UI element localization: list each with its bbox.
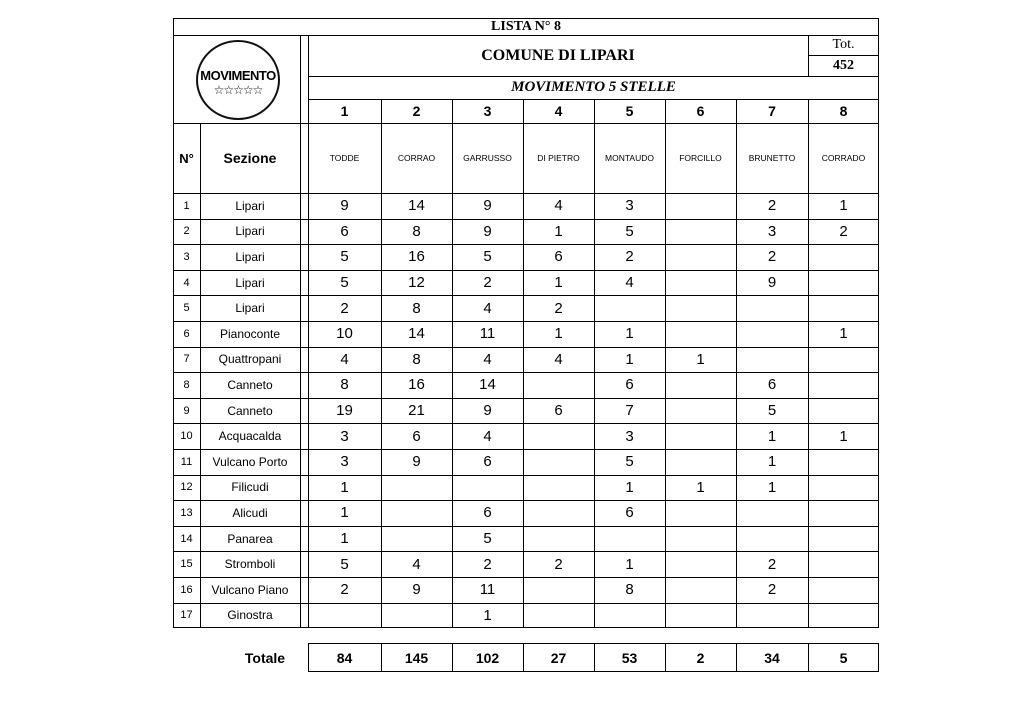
vote-cell: 2 <box>483 274 492 292</box>
vote-cell: 2 <box>483 555 492 573</box>
vote-cell: 3 <box>767 222 777 240</box>
totale-label: Totale <box>244 649 286 666</box>
row-sezione: Lipari <box>235 249 265 264</box>
vote-cell: 6 <box>767 376 777 394</box>
vote-cell <box>523 526 594 552</box>
vote-cell: 1 <box>554 274 563 292</box>
vote-cell <box>308 603 381 629</box>
total-cell: 145 <box>404 649 429 666</box>
vote-cell <box>808 295 879 321</box>
vote-cell: 1 <box>625 478 634 496</box>
row-sezione: Vulcano Piano <box>211 582 289 597</box>
total-cell: 5 <box>839 649 848 666</box>
vote-cell <box>665 219 736 245</box>
vote-cell: 1 <box>767 453 777 471</box>
vote-cell: 5 <box>340 274 349 292</box>
vote-cell: 8 <box>625 581 634 599</box>
row-sezione: Quattropani <box>218 352 282 367</box>
vote-cell <box>523 423 594 449</box>
vote-cell <box>665 193 736 219</box>
vote-cell: 1 <box>839 427 848 445</box>
vote-cell: 5 <box>340 555 349 573</box>
vote-cell <box>736 603 808 629</box>
vote-cell <box>808 372 879 398</box>
row-sezione: Acquacalda <box>218 429 282 444</box>
candidate-number: 7 <box>768 103 776 119</box>
vote-cell: 2 <box>340 581 349 599</box>
vote-cell <box>736 526 808 552</box>
vote-cell: 2 <box>625 248 634 266</box>
logo-stars: ☆☆☆☆☆ <box>213 83 263 97</box>
vote-cell <box>808 398 879 424</box>
vote-cell: 19 <box>336 402 353 420</box>
row-number: 13 <box>180 506 193 519</box>
tot-value: 452 <box>833 57 854 73</box>
vote-cell: 2 <box>767 197 777 215</box>
total-cell: 2 <box>696 649 705 666</box>
vote-cell: 10 <box>336 325 353 343</box>
candidate-number: 8 <box>839 103 848 119</box>
vote-cell: 16 <box>408 376 425 394</box>
row-sezione: Canneto <box>227 377 273 392</box>
vote-cell: 6 <box>483 504 492 522</box>
vote-cell <box>452 475 523 501</box>
row-sezione: Canneto <box>227 403 273 418</box>
vote-cell <box>523 475 594 501</box>
vote-cell <box>808 270 879 296</box>
vote-cell <box>594 295 665 321</box>
tot-label: Tot. <box>832 37 855 52</box>
row-number: 2 <box>183 225 190 238</box>
vote-cell: 4 <box>554 197 563 215</box>
vote-cell <box>665 577 736 603</box>
vote-cell: 3 <box>340 453 349 471</box>
vote-cell: 6 <box>625 504 634 522</box>
candidate-name: CORRAO <box>397 153 436 163</box>
grid-line <box>808 643 809 672</box>
vote-cell: 1 <box>340 504 349 522</box>
vote-cell <box>808 577 879 603</box>
row-sezione: Lipari <box>235 198 265 213</box>
vote-cell <box>665 603 736 629</box>
row-sezione: Vulcano Porto <box>212 454 288 469</box>
candidate-name: TODDE <box>329 153 360 163</box>
vote-cell <box>808 449 879 475</box>
list-title: LISTA N° 8 <box>491 18 561 34</box>
vote-cell: 4 <box>483 299 492 317</box>
vote-cell: 1 <box>625 350 634 368</box>
vote-cell: 1 <box>625 325 634 343</box>
vote-cell <box>594 603 665 629</box>
vote-cell: 9 <box>483 222 492 240</box>
row-number: 10 <box>180 430 193 443</box>
row-sezione: Pianoconte <box>219 326 281 341</box>
vote-cell <box>808 603 879 629</box>
vote-cell: 14 <box>408 197 425 215</box>
vote-cell: 1 <box>696 478 705 496</box>
vote-cell <box>381 500 452 526</box>
movimento-logo <box>196 40 280 120</box>
row-number: 9 <box>183 404 190 417</box>
vote-cell: 6 <box>483 453 492 471</box>
vote-cell: 5 <box>340 248 349 266</box>
row-sezione: Lipari <box>235 301 265 316</box>
candidate-name: BRUNETTO <box>748 153 796 163</box>
vote-cell: 2 <box>767 555 777 573</box>
row-number: 1 <box>183 199 190 212</box>
vote-cell: 1 <box>625 555 634 573</box>
vote-cell: 8 <box>412 299 421 317</box>
vote-cell: 14 <box>479 376 496 394</box>
vote-cell <box>665 270 736 296</box>
vote-cell: 1 <box>696 350 705 368</box>
total-cell: 27 <box>550 649 567 666</box>
row-number: 4 <box>183 276 190 289</box>
vote-cell: 1 <box>767 427 777 445</box>
vote-cell: 3 <box>625 427 634 445</box>
candidate-number: 2 <box>412 103 421 119</box>
vote-cell <box>736 295 808 321</box>
vote-cell <box>523 372 594 398</box>
vote-cell: 8 <box>340 376 349 394</box>
row-number: 5 <box>183 302 190 315</box>
vote-cell: 11 <box>479 581 496 599</box>
total-cell: 102 <box>475 649 500 666</box>
vote-cell <box>523 577 594 603</box>
vote-cell: 1 <box>839 197 848 215</box>
grid-line <box>736 643 737 672</box>
candidate-name: FORCILLO <box>679 153 722 163</box>
vote-cell <box>523 603 594 629</box>
vote-cell: 5 <box>625 222 634 240</box>
vote-cell: 5 <box>483 530 492 548</box>
vote-cell <box>665 551 736 577</box>
vote-cell: 12 <box>408 274 425 292</box>
vote-cell <box>523 449 594 475</box>
vote-cell: 8 <box>412 350 421 368</box>
vote-cell: 1 <box>554 222 563 240</box>
vote-cell <box>594 526 665 552</box>
row-number: 17 <box>180 609 193 622</box>
vote-cell <box>381 603 452 629</box>
vote-cell <box>808 551 879 577</box>
vote-cell <box>665 244 736 270</box>
candidate-number: 1 <box>340 103 349 119</box>
row-sezione: Ginostra <box>227 608 273 623</box>
candidate-number: 6 <box>696 103 705 119</box>
vote-cell <box>808 500 879 526</box>
vote-cell: 9 <box>340 197 349 215</box>
vote-cell: 9 <box>412 581 421 599</box>
grid-line <box>381 643 382 672</box>
row-sezione: Alicudi <box>232 505 268 520</box>
candidate-number: 3 <box>483 103 492 119</box>
vote-cell: 6 <box>625 376 634 394</box>
vote-cell <box>736 347 808 373</box>
party-name: MOVIMENTO 5 STELLE <box>511 79 676 95</box>
total-cell: 34 <box>764 649 780 666</box>
vote-cell: 4 <box>625 274 634 292</box>
header-n: N° <box>179 150 194 166</box>
vote-cell: 1 <box>554 325 563 343</box>
candidate-name: DI PIETRO <box>537 153 580 163</box>
vote-cell <box>665 321 736 347</box>
vote-cell <box>808 244 879 270</box>
candidate-number: 5 <box>625 103 634 119</box>
vote-cell: 11 <box>479 325 496 343</box>
comune-title: COMUNE DI LIPARI <box>481 46 635 64</box>
row-number: 15 <box>180 558 193 571</box>
vote-cell: 6 <box>554 248 563 266</box>
vote-cell: 4 <box>340 350 349 368</box>
logo-text: MOVIMENTO <box>200 67 276 83</box>
candidate-name: GARRUSSO <box>463 153 512 163</box>
vote-cell: 3 <box>625 197 634 215</box>
vote-cell: 6 <box>340 222 349 240</box>
vote-cell <box>808 347 879 373</box>
total-cell: 84 <box>336 649 353 666</box>
vote-cell: 16 <box>408 248 425 266</box>
row-sezione: Lipari <box>235 275 265 290</box>
vote-cell <box>736 500 808 526</box>
row-sezione: Lipari <box>235 224 265 239</box>
vote-cell: 5 <box>483 248 492 266</box>
vote-cell <box>665 423 736 449</box>
vote-cell <box>808 475 879 501</box>
row-number: 11 <box>180 455 193 468</box>
header-sezione: Sezione <box>223 150 277 166</box>
vote-cell <box>523 500 594 526</box>
row-sezione: Panarea <box>227 531 273 546</box>
vote-cell <box>665 295 736 321</box>
vote-cell: 4 <box>412 555 421 573</box>
vote-cell: 3 <box>340 427 349 445</box>
row-number: 7 <box>183 353 190 366</box>
vote-cell: 2 <box>839 222 848 240</box>
vote-cell: 7 <box>625 402 634 420</box>
grid-line <box>523 643 524 672</box>
vote-cell: 8 <box>412 222 421 240</box>
row-number: 16 <box>180 583 193 596</box>
row-number: 8 <box>183 378 190 391</box>
vote-cell: 1 <box>340 478 349 496</box>
row-number: 12 <box>180 481 193 494</box>
vote-cell <box>665 449 736 475</box>
vote-cell: 9 <box>483 402 492 420</box>
vote-cell <box>665 500 736 526</box>
vote-cell: 2 <box>554 299 563 317</box>
vote-cell: 4 <box>483 427 492 445</box>
vote-cell: 4 <box>554 350 563 368</box>
row-number: 6 <box>183 327 190 340</box>
row-number: 3 <box>183 250 190 263</box>
vote-cell: 1 <box>839 325 848 343</box>
vote-cell: 14 <box>408 325 425 343</box>
vote-cell: 2 <box>767 248 777 266</box>
vote-cell <box>381 475 452 501</box>
vote-cell: 5 <box>625 453 634 471</box>
vote-cell: 6 <box>412 427 421 445</box>
vote-cell <box>808 526 879 552</box>
vote-cell: 6 <box>554 402 563 420</box>
vote-cell: 21 <box>408 402 425 420</box>
vote-cell <box>381 526 452 552</box>
vote-cell <box>665 398 736 424</box>
candidate-name: MONTAUDO <box>605 153 654 163</box>
vote-cell: 9 <box>483 197 492 215</box>
candidate-number: 4 <box>554 103 563 119</box>
candidate-name: CORRADO <box>821 153 866 163</box>
vote-cell: 5 <box>767 402 777 420</box>
total-cell: 53 <box>621 649 638 666</box>
vote-cell <box>665 526 736 552</box>
grid-line <box>452 643 453 672</box>
grid-line <box>594 643 595 672</box>
vote-cell: 9 <box>412 453 421 471</box>
vote-cell: 2 <box>767 581 777 599</box>
vote-cell: 2 <box>340 299 349 317</box>
vote-cell <box>736 321 808 347</box>
grid-line <box>665 643 666 672</box>
vote-cell: 2 <box>554 555 563 573</box>
vote-cell: 1 <box>483 606 492 624</box>
vote-cell: 9 <box>767 274 777 292</box>
row-number: 14 <box>180 532 193 545</box>
vote-cell <box>665 372 736 398</box>
row-sezione: Stromboli <box>224 557 276 572</box>
vote-cell: 1 <box>340 530 349 548</box>
row-sezione: Filicudi <box>231 480 269 495</box>
vote-cell: 1 <box>767 478 777 496</box>
vote-cell: 4 <box>483 350 492 368</box>
